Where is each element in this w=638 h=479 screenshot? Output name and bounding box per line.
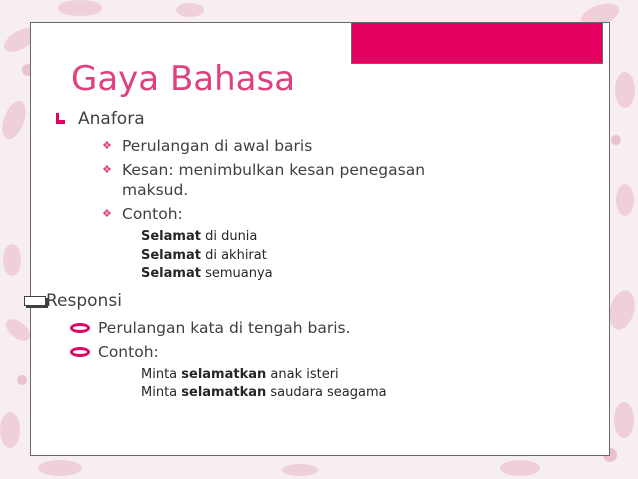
title-accent-bar bbox=[351, 23, 603, 64]
corner-bullet-icon bbox=[56, 113, 78, 124]
example-line bbox=[141, 265, 596, 284]
example-rest: saudara seagama bbox=[266, 385, 387, 400]
example-block bbox=[56, 228, 596, 284]
example-bold: Selamat bbox=[141, 266, 201, 281]
slide-content bbox=[46, 108, 596, 409]
diamond-bullet-icon: ❖ bbox=[102, 207, 112, 220]
example-line bbox=[141, 228, 596, 247]
example-line bbox=[141, 247, 596, 266]
list-item-text: Kesan: menimbulkan kesan penegasan maksud. bbox=[122, 161, 426, 199]
list-item-text: Contoh: bbox=[98, 342, 159, 361]
slide-title: Gaya Bahasa bbox=[71, 59, 296, 99]
example-line bbox=[141, 384, 596, 403]
section-label: Responsi bbox=[46, 290, 122, 311]
list-item-text: Perulangan di awal baris bbox=[122, 137, 313, 155]
bullet-wrap bbox=[24, 290, 46, 306]
diamond-bullet-icon: ❖ bbox=[102, 163, 112, 176]
square-bullet-icon bbox=[24, 296, 46, 306]
list-item bbox=[56, 160, 596, 200]
example-bold: Selamat bbox=[141, 247, 201, 263]
example-rest: semuanya bbox=[200, 266, 273, 281]
example-rest: di dunia bbox=[200, 229, 258, 244]
example-bold: Selamat bbox=[141, 229, 201, 244]
example-rest: di akhirat bbox=[200, 247, 267, 263]
circle-bullet-icon bbox=[70, 347, 90, 357]
section-responsi bbox=[24, 290, 596, 312]
example-line bbox=[141, 366, 596, 385]
list-item bbox=[56, 204, 596, 224]
section-label: Anafora bbox=[78, 109, 145, 129]
section-anafora bbox=[56, 108, 596, 130]
list-item-text: Contoh: bbox=[122, 205, 183, 223]
diamond-bullet-icon: ❖ bbox=[102, 139, 112, 152]
example-block bbox=[56, 366, 596, 403]
circle-bullet-icon bbox=[70, 323, 90, 333]
list-item bbox=[56, 318, 596, 338]
example-bold: selamatkan bbox=[181, 385, 267, 400]
example-pre: Minta bbox=[141, 385, 182, 400]
example-bold: selamatkan bbox=[181, 366, 267, 382]
list-item bbox=[56, 342, 596, 362]
example-pre: Minta bbox=[141, 366, 182, 382]
list-item-text: Perulangan kata di tengah baris. bbox=[98, 318, 351, 337]
list-item bbox=[56, 136, 596, 156]
example-rest: anak isteri bbox=[266, 366, 339, 382]
